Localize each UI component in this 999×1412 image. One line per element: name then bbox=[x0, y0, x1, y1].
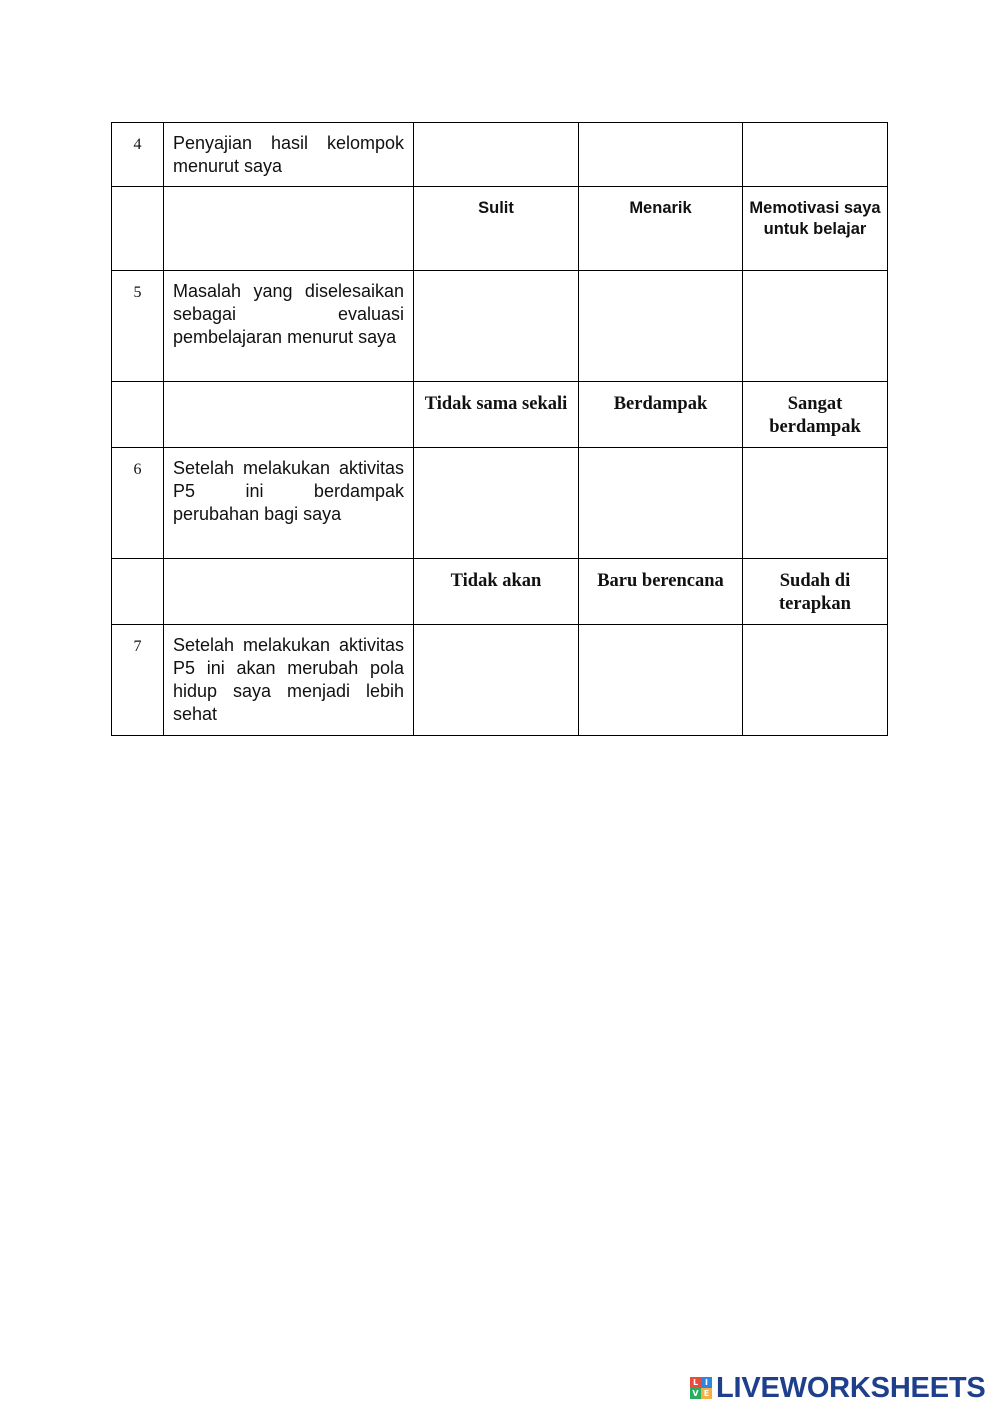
empty-cell bbox=[112, 559, 164, 625]
answer-cell-3[interactable] bbox=[743, 271, 888, 382]
question-number: 6 bbox=[112, 448, 164, 559]
liveworksheets-logo-icon bbox=[690, 1377, 712, 1399]
logo-letter: V bbox=[690, 1388, 701, 1399]
survey-table bbox=[111, 122, 888, 736]
option-label: Tidak akan bbox=[414, 559, 579, 625]
empty-cell bbox=[112, 382, 164, 448]
option-label: Tidak sama sekali bbox=[414, 382, 579, 448]
answer-cell-1[interactable] bbox=[414, 123, 579, 187]
question-number: 7 bbox=[112, 625, 164, 736]
answer-cell-3[interactable] bbox=[743, 625, 888, 736]
answer-cell-2[interactable] bbox=[579, 448, 743, 559]
answer-cell-1[interactable] bbox=[414, 625, 579, 736]
answer-cell-1[interactable] bbox=[414, 448, 579, 559]
brand-name: LIVEWORKSHEETS bbox=[716, 1371, 986, 1404]
question-text: Penyajian hasil kelompok menurut saya bbox=[164, 123, 414, 187]
question-text: Setelah melakukan aktivitas P5 ini berdampak perubahan bagi saya bbox=[164, 448, 414, 559]
empty-cell bbox=[164, 382, 414, 448]
option-label: Sangat berdampak bbox=[743, 382, 888, 448]
logo-letter: L bbox=[690, 1377, 701, 1388]
question-row-5 bbox=[112, 271, 888, 382]
logo-letter: E bbox=[701, 1388, 712, 1399]
option-label: Memotivasi saya untuk belajar bbox=[743, 187, 888, 271]
answer-cell-3[interactable] bbox=[743, 448, 888, 559]
answer-cell-2[interactable] bbox=[579, 123, 743, 187]
question-number: 4 bbox=[112, 123, 164, 187]
empty-cell bbox=[164, 187, 414, 271]
answer-cell-1[interactable] bbox=[414, 271, 579, 382]
option-label: Baru berencana bbox=[579, 559, 743, 625]
question-row-7 bbox=[112, 625, 888, 736]
answer-cell-2[interactable] bbox=[579, 271, 743, 382]
answer-cell-3[interactable] bbox=[743, 123, 888, 187]
option-label: Menarik bbox=[579, 187, 743, 271]
options-row bbox=[112, 559, 888, 625]
question-text: Setelah melakukan aktivitas P5 ini akan merubah pola hidup saya menjadi lebih sehat bbox=[164, 625, 414, 736]
options-row bbox=[112, 187, 888, 271]
question-number: 5 bbox=[112, 271, 164, 382]
empty-cell bbox=[112, 187, 164, 271]
option-label: Sudah di terapkan bbox=[743, 559, 888, 625]
question-row-4 bbox=[112, 123, 888, 187]
option-label: Berdampak bbox=[579, 382, 743, 448]
logo-letter: I bbox=[701, 1377, 712, 1388]
options-row bbox=[112, 382, 888, 448]
option-label: Sulit bbox=[414, 187, 579, 271]
question-row-6 bbox=[112, 448, 888, 559]
question-text: Masalah yang diselesaikan sebagai evaluasi pembelajaran menurut saya bbox=[164, 271, 414, 382]
answer-cell-2[interactable] bbox=[579, 625, 743, 736]
empty-cell bbox=[164, 559, 414, 625]
liveworksheets-brand bbox=[690, 1373, 986, 1403]
